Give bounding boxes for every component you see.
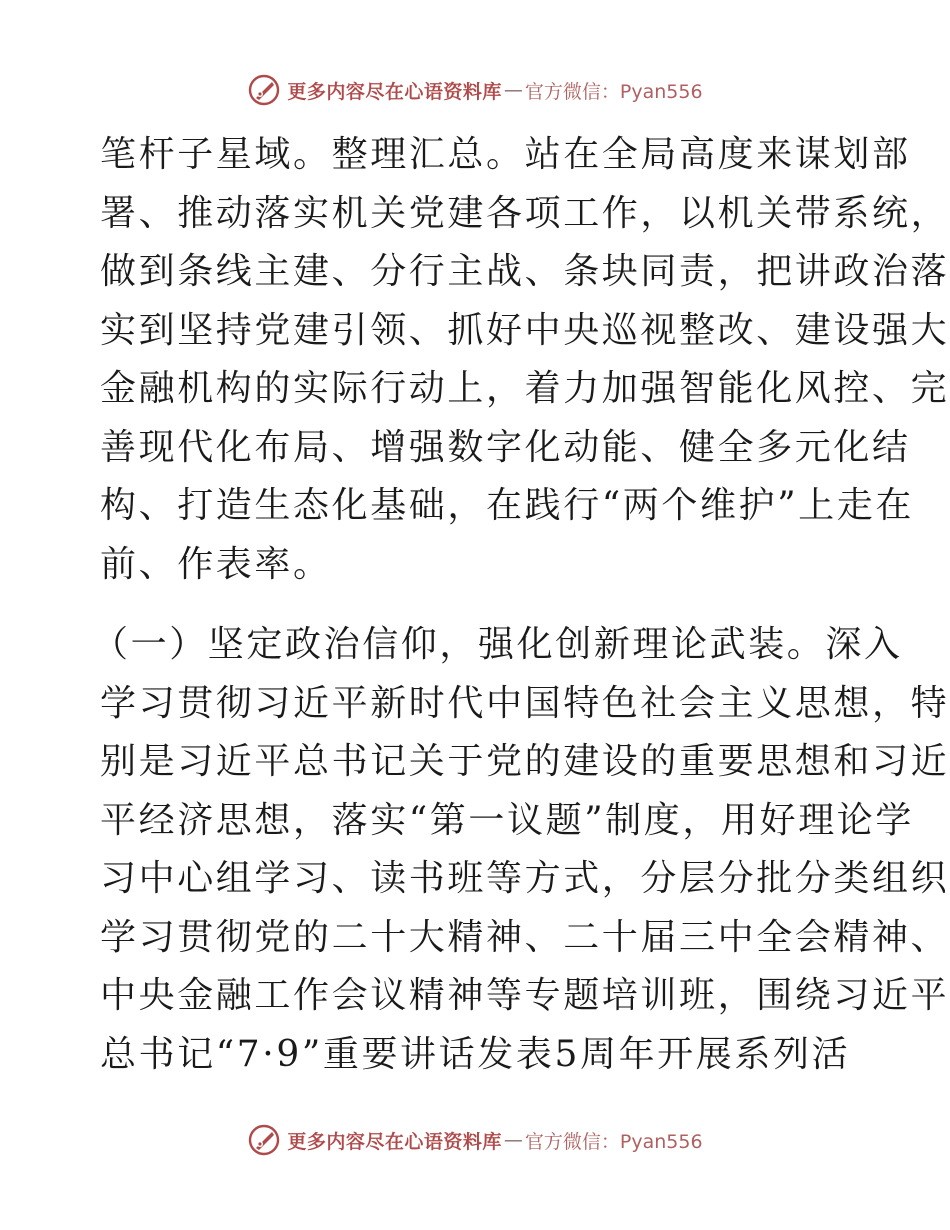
text-line: 学习贯彻习近平新时代中国特色社会主义思想，特 <box>100 682 950 724</box>
text-line: 署、推动落实机关党建各项工作，以机关带系统， <box>100 192 950 234</box>
text-line: 中央金融工作会议精神等专题培训班，围绕习近平 <box>100 975 950 1016</box>
text-line: 善现代化布局、增强数字化动能、健全多元化结 <box>100 426 911 468</box>
document-body <box>92 126 950 1084</box>
text-line: 做到条线主建、分行主战、条块同责，把讲政治落 <box>100 251 950 292</box>
text-line: 习中心组学习、读书班等方式，分层分批分类组织 <box>100 858 950 899</box>
footer-dash: — <box>503 1129 523 1151</box>
footer-wechat-text: 官方微信：Pyan556 <box>524 1130 703 1153</box>
text-line: 构、打造生态化基础，在践行“两个维护”上走在 <box>100 485 915 526</box>
text-line: 实到坚持党建引领、抓好中央巡视整改、建设强大 <box>100 309 950 351</box>
paragraph-2 <box>92 616 950 1084</box>
header-brand-text: 更多内容尽在心语资料库 <box>287 80 502 103</box>
quill-logo-icon <box>247 1123 281 1157</box>
text-line: 笔杆子星域。整理汇总。站在全局高度来谋划部 <box>100 134 911 175</box>
header-wechat-text: 官方微信：Pyan556 <box>524 80 703 103</box>
text-line: 别是习近平总书记关于党的建设的重要思想和习近 <box>100 741 950 782</box>
quill-logo-icon <box>247 73 281 107</box>
header-watermark-banner <box>0 70 950 110</box>
text-line: 金融机构的实际行动上，着力加强智能化风控、完 <box>100 368 950 409</box>
paragraph-1 <box>100 126 950 594</box>
text-line: 总书记“7·9”重要讲话发表5周年开展系列活 <box>100 1033 851 1075</box>
footer-brand-text: 更多内容尽在心语资料库 <box>287 1130 502 1153</box>
text-line: 平经济思想，落实“第一议题”制度，用好理论学 <box>100 799 915 841</box>
text-line: 学习贯彻党的二十大精神、二十届三中全会精神、 <box>100 916 950 958</box>
footer-watermark-banner <box>0 1120 950 1160</box>
header-dash: — <box>503 79 523 101</box>
text-line: （一）坚定政治信仰，强化创新理论武装。深入 <box>92 624 903 665</box>
text-line: 前、作表率。 <box>100 543 332 585</box>
